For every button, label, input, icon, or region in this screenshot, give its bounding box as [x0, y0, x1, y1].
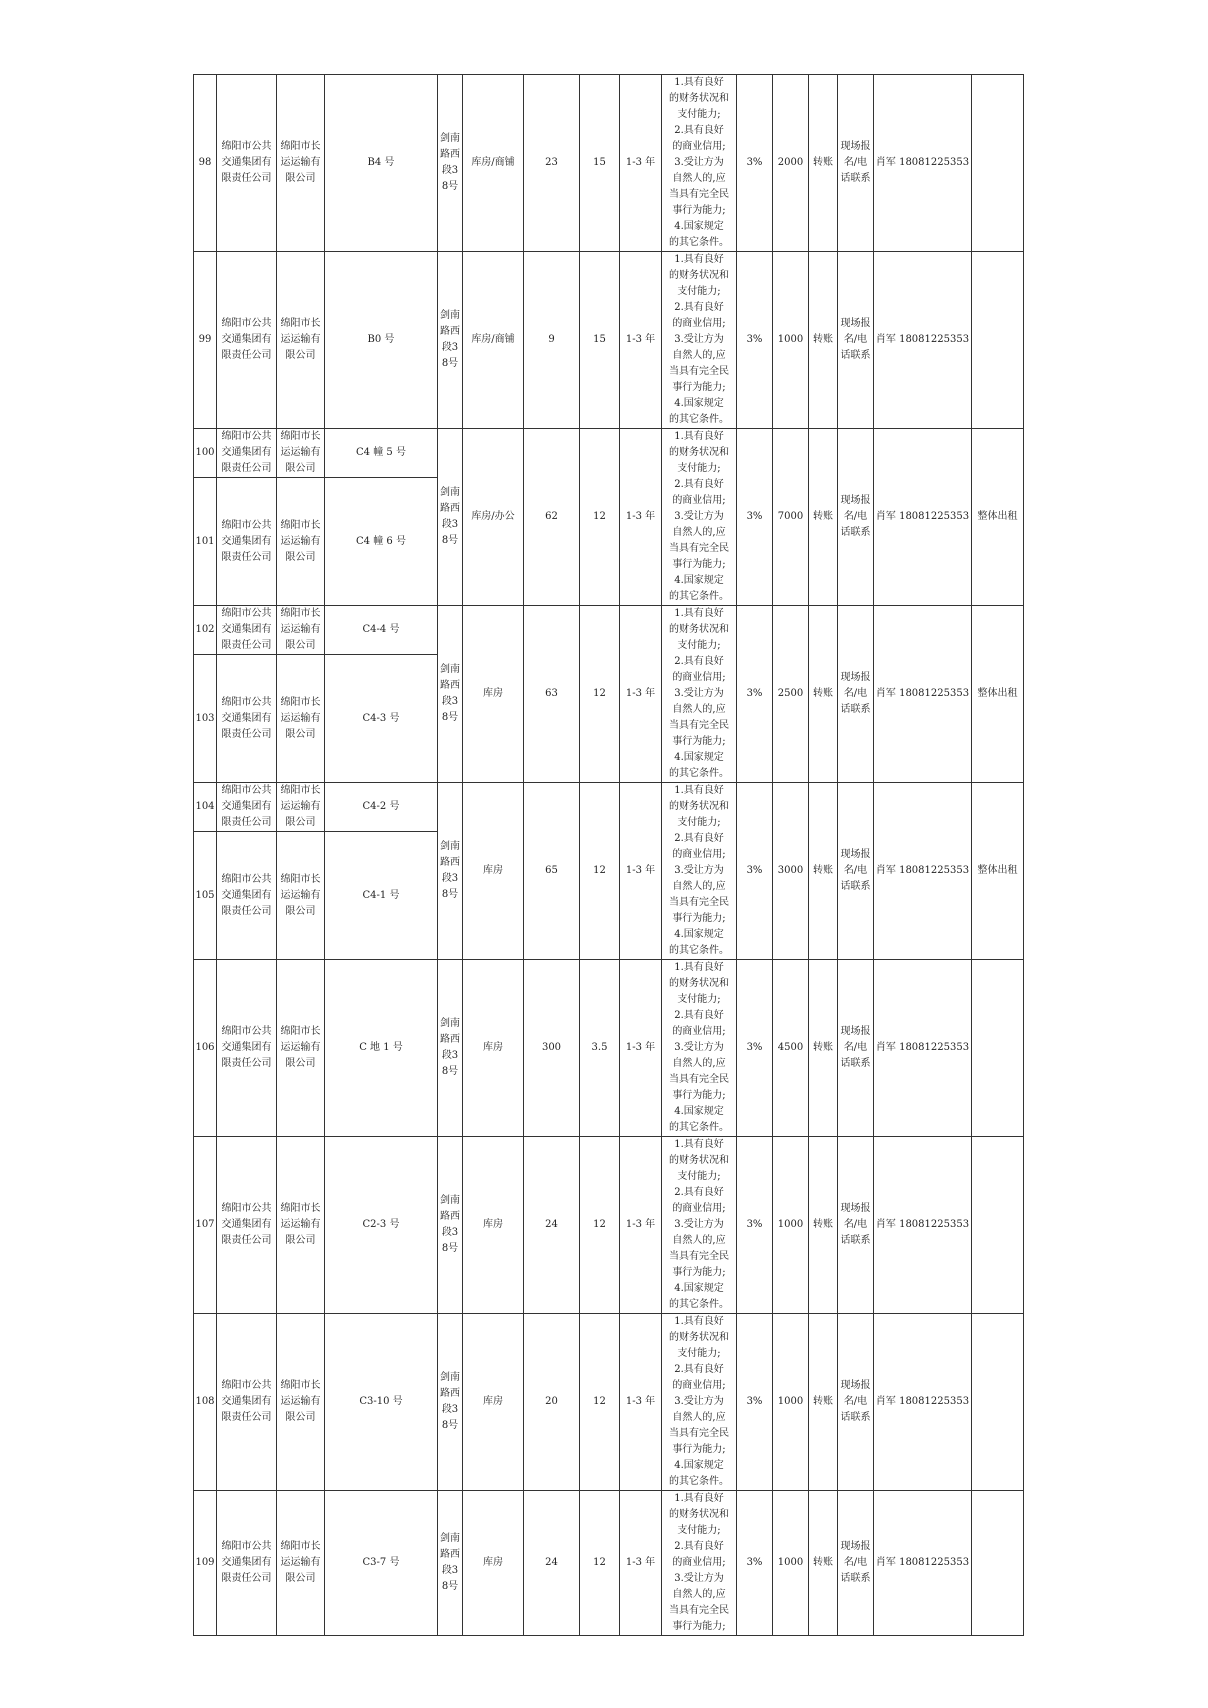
- asset-name-cell: C4-2 号: [325, 783, 438, 832]
- price-cell: 12: [580, 429, 620, 606]
- signup-method-cell: 现场报名/电话联系: [838, 606, 874, 783]
- rate-cell: 3%: [737, 783, 773, 960]
- conditions-cell: 1.具有良好 的财务状况和 支付能力; 2.具有良好 的商业信用; 3.受让方为 自然人的,应 当具有完全民 事行为能力; 4.国家规定 的其它条件。: [662, 1137, 737, 1314]
- area-cell: 63: [524, 606, 580, 783]
- owner-cell: 绵阳市公共交通集团有限责任公司: [217, 1314, 277, 1491]
- row-number: 102: [194, 606, 217, 655]
- deposit-cell: 4500: [773, 960, 809, 1137]
- location-cell: 剑南路西段38号: [438, 606, 463, 783]
- usage-cell: 库房: [463, 1314, 524, 1491]
- unit-cell: 绵阳市长运运输有限公司: [277, 478, 325, 606]
- unit-cell: 绵阳市长运运输有限公司: [277, 832, 325, 960]
- table-row: [194, 429, 1024, 478]
- unit-cell: 绵阳市长运运输有限公司: [277, 655, 325, 783]
- conditions-cell: 1.具有良好 的财务状况和 支付能力; 2.具有良好 的商业信用; 3.受让方为 自然人的,应 当具有完全民 事行为能力; 4.国家规定 的其它条件。: [662, 960, 737, 1137]
- note-cell: 整体出租: [972, 606, 1024, 783]
- owner-cell: 绵阳市公共交通集团有限责任公司: [217, 1137, 277, 1314]
- deposit-cell: 2500: [773, 606, 809, 783]
- note-cell: [972, 75, 1024, 252]
- lease-period-cell: 1-3 年: [620, 783, 662, 960]
- asset-name-cell: B4 号: [325, 75, 438, 252]
- lease-period-cell: 1-3 年: [620, 75, 662, 252]
- row-number: 98: [194, 75, 217, 252]
- table-row: [194, 75, 1024, 252]
- payment-cell: 转账: [809, 75, 838, 252]
- asset-name-cell: C 地 1 号: [325, 960, 438, 1137]
- rate-cell: 3%: [737, 75, 773, 252]
- note-cell: [972, 960, 1024, 1137]
- row-number: 99: [194, 252, 217, 429]
- price-cell: 12: [580, 606, 620, 783]
- lease-period-cell: 1-3 年: [620, 252, 662, 429]
- payment-cell: 转账: [809, 1491, 838, 1636]
- note-cell: 整体出租: [972, 429, 1024, 606]
- signup-method-cell: 现场报名/电话联系: [838, 429, 874, 606]
- lease-period-cell: 1-3 年: [620, 606, 662, 783]
- deposit-cell: 1000: [773, 1314, 809, 1491]
- deposit-cell: 2000: [773, 75, 809, 252]
- asset-name-cell: C4-4 号: [325, 606, 438, 655]
- unit-cell: 绵阳市长运运输有限公司: [277, 429, 325, 478]
- conditions-cell: 1.具有良好 的财务状况和 支付能力; 2.具有良好 的商业信用; 3.受让方为 自然人的,应 当具有完全民 事行为能力; 4.国家规定 的其它条件。: [662, 783, 737, 960]
- contact-cell: 肖军 18081225353: [874, 1314, 972, 1491]
- asset-name-cell: C3-7 号: [325, 1491, 438, 1636]
- signup-method-cell: 现场报名/电话联系: [838, 960, 874, 1137]
- usage-cell: 库房: [463, 783, 524, 960]
- owner-cell: 绵阳市公共交通集团有限责任公司: [217, 783, 277, 832]
- price-cell: 12: [580, 1314, 620, 1491]
- conditions-cell: 1.具有良好 的财务状况和 支付能力; 2.具有良好 的商业信用; 3.受让方为 自然人的,应 当具有完全民 事行为能力; 4.国家规定 的其它条件。: [662, 75, 737, 252]
- asset-name-cell: C4 幢 5 号: [325, 429, 438, 478]
- rate-cell: 3%: [737, 1137, 773, 1314]
- unit-cell: 绵阳市长运运输有限公司: [277, 75, 325, 252]
- row-number: 103: [194, 655, 217, 783]
- unit-cell: 绵阳市长运运输有限公司: [277, 960, 325, 1137]
- asset-name-cell: C4-3 号: [325, 655, 438, 783]
- conditions-cell: 1.具有良好 的财务状况和 支付能力; 2.具有良好 的商业信用; 3.受让方为 自然人的,应 当具有完全民 事行为能力;: [662, 1491, 737, 1636]
- row-number: 109: [194, 1491, 217, 1636]
- owner-cell: 绵阳市公共交通集团有限责任公司: [217, 606, 277, 655]
- unit-cell: 绵阳市长运运输有限公司: [277, 783, 325, 832]
- area-cell: 24: [524, 1137, 580, 1314]
- deposit-cell: 1000: [773, 1137, 809, 1314]
- conditions-cell: 1.具有良好 的财务状况和 支付能力; 2.具有良好 的商业信用; 3.受让方为 自然人的,应 当具有完全民 事行为能力; 4.国家规定 的其它条件。: [662, 252, 737, 429]
- asset-name-cell: C3-10 号: [325, 1314, 438, 1491]
- area-cell: 300: [524, 960, 580, 1137]
- owner-cell: 绵阳市公共交通集团有限责任公司: [217, 478, 277, 606]
- row-number: 106: [194, 960, 217, 1137]
- contact-cell: 肖军 18081225353: [874, 75, 972, 252]
- location-cell: 剑南路西段38号: [438, 783, 463, 960]
- usage-cell: 库房: [463, 960, 524, 1137]
- location-cell: 剑南路西段38号: [438, 75, 463, 252]
- price-cell: 12: [580, 1137, 620, 1314]
- payment-cell: 转账: [809, 960, 838, 1137]
- deposit-cell: 1000: [773, 252, 809, 429]
- note-cell: [972, 1314, 1024, 1491]
- owner-cell: 绵阳市公共交通集团有限责任公司: [217, 960, 277, 1137]
- asset-name-cell: C4-1 号: [325, 832, 438, 960]
- location-cell: 剑南路西段38号: [438, 1314, 463, 1491]
- property-table: [193, 74, 1024, 1636]
- asset-name-cell: C2-3 号: [325, 1137, 438, 1314]
- location-cell: 剑南路西段38号: [438, 1137, 463, 1314]
- area-cell: 24: [524, 1491, 580, 1636]
- location-cell: 剑南路西段38号: [438, 429, 463, 606]
- note-cell: 整体出租: [972, 783, 1024, 960]
- asset-name-cell: B0 号: [325, 252, 438, 429]
- price-cell: 15: [580, 75, 620, 252]
- rate-cell: 3%: [737, 1491, 773, 1636]
- rate-cell: 3%: [737, 960, 773, 1137]
- deposit-cell: 1000: [773, 1491, 809, 1636]
- deposit-cell: 7000: [773, 429, 809, 606]
- rate-cell: 3%: [737, 1314, 773, 1491]
- contact-cell: 肖军 18081225353: [874, 606, 972, 783]
- price-cell: 3.5: [580, 960, 620, 1137]
- usage-cell: 库房/商铺: [463, 75, 524, 252]
- lease-period-cell: 1-3 年: [620, 429, 662, 606]
- conditions-cell: 1.具有良好 的财务状况和 支付能力; 2.具有良好 的商业信用; 3.受让方为 自然人的,应 当具有完全民 事行为能力; 4.国家规定 的其它条件。: [662, 1314, 737, 1491]
- payment-cell: 转账: [809, 606, 838, 783]
- owner-cell: 绵阳市公共交通集团有限责任公司: [217, 655, 277, 783]
- lease-period-cell: 1-3 年: [620, 1137, 662, 1314]
- unit-cell: 绵阳市长运运输有限公司: [277, 252, 325, 429]
- contact-cell: 肖军 18081225353: [874, 429, 972, 606]
- payment-cell: 转账: [809, 429, 838, 606]
- location-cell: 剑南路西段38号: [438, 1491, 463, 1636]
- payment-cell: 转账: [809, 252, 838, 429]
- signup-method-cell: 现场报名/电话联系: [838, 75, 874, 252]
- payment-cell: 转账: [809, 783, 838, 960]
- area-cell: 20: [524, 1314, 580, 1491]
- rate-cell: 3%: [737, 606, 773, 783]
- contact-cell: 肖军 18081225353: [874, 1491, 972, 1636]
- table-body: [194, 75, 1024, 1636]
- signup-method-cell: 现场报名/电话联系: [838, 1137, 874, 1314]
- row-number: 108: [194, 1314, 217, 1491]
- owner-cell: 绵阳市公共交通集团有限责任公司: [217, 252, 277, 429]
- conditions-cell: 1.具有良好 的财务状况和 支付能力; 2.具有良好 的商业信用; 3.受让方为 自然人的,应 当具有完全民 事行为能力; 4.国家规定 的其它条件。: [662, 606, 737, 783]
- table-row: [194, 960, 1024, 1137]
- area-cell: 62: [524, 429, 580, 606]
- usage-cell: 库房/办公: [463, 429, 524, 606]
- price-cell: 12: [580, 783, 620, 960]
- lease-period-cell: 1-3 年: [620, 960, 662, 1137]
- contact-cell: 肖军 18081225353: [874, 783, 972, 960]
- contact-cell: 肖军 18081225353: [874, 1137, 972, 1314]
- unit-cell: 绵阳市长运运输有限公司: [277, 606, 325, 655]
- row-number: 104: [194, 783, 217, 832]
- owner-cell: 绵阳市公共交通集团有限责任公司: [217, 75, 277, 252]
- owner-cell: 绵阳市公共交通集团有限责任公司: [217, 429, 277, 478]
- location-cell: 剑南路西段38号: [438, 960, 463, 1137]
- table-row: [194, 606, 1024, 655]
- area-cell: 9: [524, 252, 580, 429]
- location-cell: 剑南路西段38号: [438, 252, 463, 429]
- table-row: [194, 1137, 1024, 1314]
- signup-method-cell: 现场报名/电话联系: [838, 1314, 874, 1491]
- row-number: 105: [194, 832, 217, 960]
- unit-cell: 绵阳市长运运输有限公司: [277, 1314, 325, 1491]
- signup-method-cell: 现场报名/电话联系: [838, 252, 874, 429]
- signup-method-cell: 现场报名/电话联系: [838, 1491, 874, 1636]
- table-row: [194, 252, 1024, 429]
- note-cell: [972, 1137, 1024, 1314]
- row-number: 107: [194, 1137, 217, 1314]
- usage-cell: 库房: [463, 1137, 524, 1314]
- owner-cell: 绵阳市公共交通集团有限责任公司: [217, 1491, 277, 1636]
- table-row: [194, 1491, 1024, 1636]
- note-cell: [972, 1491, 1024, 1636]
- table-row: [194, 1314, 1024, 1491]
- price-cell: 15: [580, 252, 620, 429]
- usage-cell: 库房/商铺: [463, 252, 524, 429]
- usage-cell: 库房: [463, 1491, 524, 1636]
- rate-cell: 3%: [737, 429, 773, 606]
- contact-cell: 肖军 18081225353: [874, 252, 972, 429]
- unit-cell: 绵阳市长运运输有限公司: [277, 1491, 325, 1636]
- lease-period-cell: 1-3 年: [620, 1314, 662, 1491]
- area-cell: 65: [524, 783, 580, 960]
- owner-cell: 绵阳市公共交通集团有限责任公司: [217, 832, 277, 960]
- conditions-cell: 1.具有良好 的财务状况和 支付能力; 2.具有良好 的商业信用; 3.受让方为 自然人的,应 当具有完全民 事行为能力; 4.国家规定 的其它条件。: [662, 429, 737, 606]
- row-number: 101: [194, 478, 217, 606]
- unit-cell: 绵阳市长运运输有限公司: [277, 1137, 325, 1314]
- signup-method-cell: 现场报名/电话联系: [838, 783, 874, 960]
- lease-period-cell: 1-3 年: [620, 1491, 662, 1636]
- payment-cell: 转账: [809, 1314, 838, 1491]
- area-cell: 23: [524, 75, 580, 252]
- price-cell: 12: [580, 1491, 620, 1636]
- rate-cell: 3%: [737, 252, 773, 429]
- usage-cell: 库房: [463, 606, 524, 783]
- asset-name-cell: C4 幢 6 号: [325, 478, 438, 606]
- table-row: [194, 783, 1024, 832]
- deposit-cell: 3000: [773, 783, 809, 960]
- payment-cell: 转账: [809, 1137, 838, 1314]
- note-cell: [972, 252, 1024, 429]
- row-number: 100: [194, 429, 217, 478]
- contact-cell: 肖军 18081225353: [874, 960, 972, 1137]
